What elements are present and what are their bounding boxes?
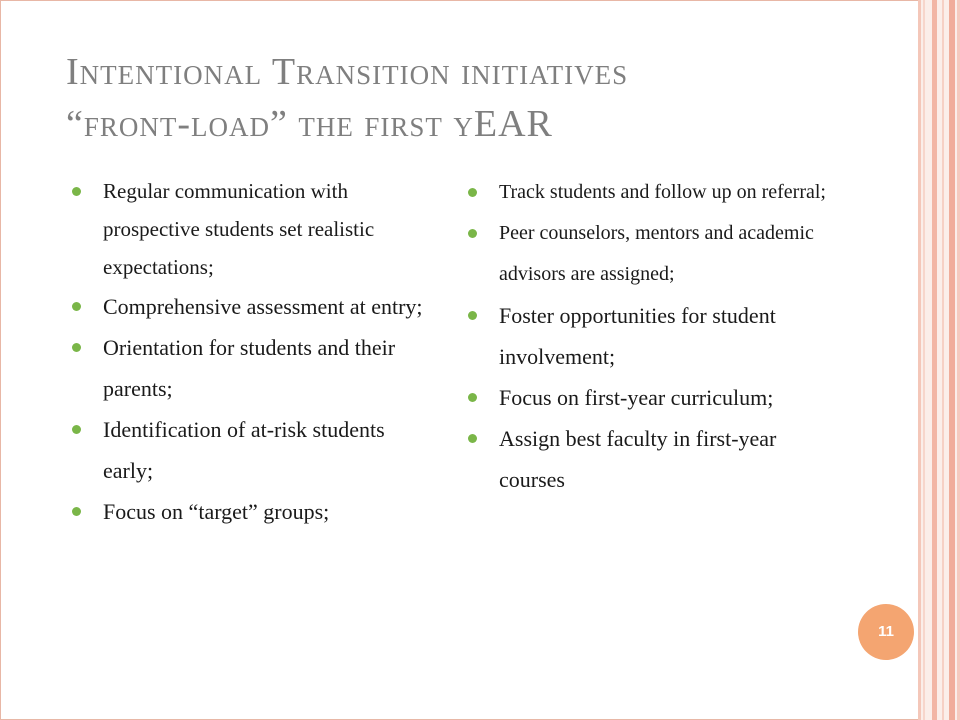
page-number-badge: 11: [858, 604, 914, 660]
left-bullet-list: [70, 172, 430, 532]
bullet-icon: [72, 343, 81, 352]
list-item: [70, 409, 430, 491]
list-item-text: Focus on first-year curriculum;: [499, 385, 774, 410]
bullet-icon: [468, 188, 477, 197]
list-item-text: Identification of at-risk students early;: [103, 417, 385, 483]
list-item-text: Track students and follow up on referral;: [499, 181, 826, 203]
slide-title-line-2: “front-load” the first yEAR: [66, 103, 553, 145]
stripe: [923, 0, 925, 720]
bullet-icon: [72, 507, 81, 516]
bullet-icon: [468, 434, 477, 443]
list-item-text: Foster opportunities for student involvement;: [499, 303, 776, 369]
stripe: [918, 0, 921, 720]
bullet-icon: [72, 187, 81, 196]
list-item-text: Orientation for students and their parents;: [103, 335, 396, 401]
list-item: [70, 327, 430, 409]
list-item-text: Focus on “target” groups;: [103, 499, 330, 524]
stripe: [942, 0, 944, 720]
list-item: [70, 286, 430, 327]
stripe: [949, 0, 955, 720]
list-item-text: Peer counselors, mentors and academic advisors are assigned;: [499, 222, 814, 285]
list-item-text: Regular communication with prospective students set realistic expectations;: [103, 179, 375, 279]
list-item: [70, 491, 430, 532]
bullet-icon: [468, 229, 477, 238]
list-item: [466, 377, 826, 418]
stripe: [932, 0, 937, 720]
list-item-text: Assign best faculty in first-year courses: [499, 426, 777, 492]
list-item: [466, 172, 826, 213]
bullet-icon: [72, 302, 81, 311]
bullet-icon: [468, 311, 477, 320]
list-item: [466, 213, 826, 295]
decorative-stripes: [918, 0, 960, 720]
list-item: [70, 172, 430, 286]
slide-title: [66, 46, 866, 150]
slide-title-line-1: Intentional Transition initiatives: [66, 51, 629, 93]
right-bullet-list: [466, 172, 826, 500]
bullet-icon: [468, 393, 477, 402]
list-item: [466, 295, 826, 377]
bullet-icon: [72, 425, 81, 434]
list-item: [466, 418, 826, 500]
list-item-text: Comprehensive assessment at entry;: [103, 294, 423, 319]
